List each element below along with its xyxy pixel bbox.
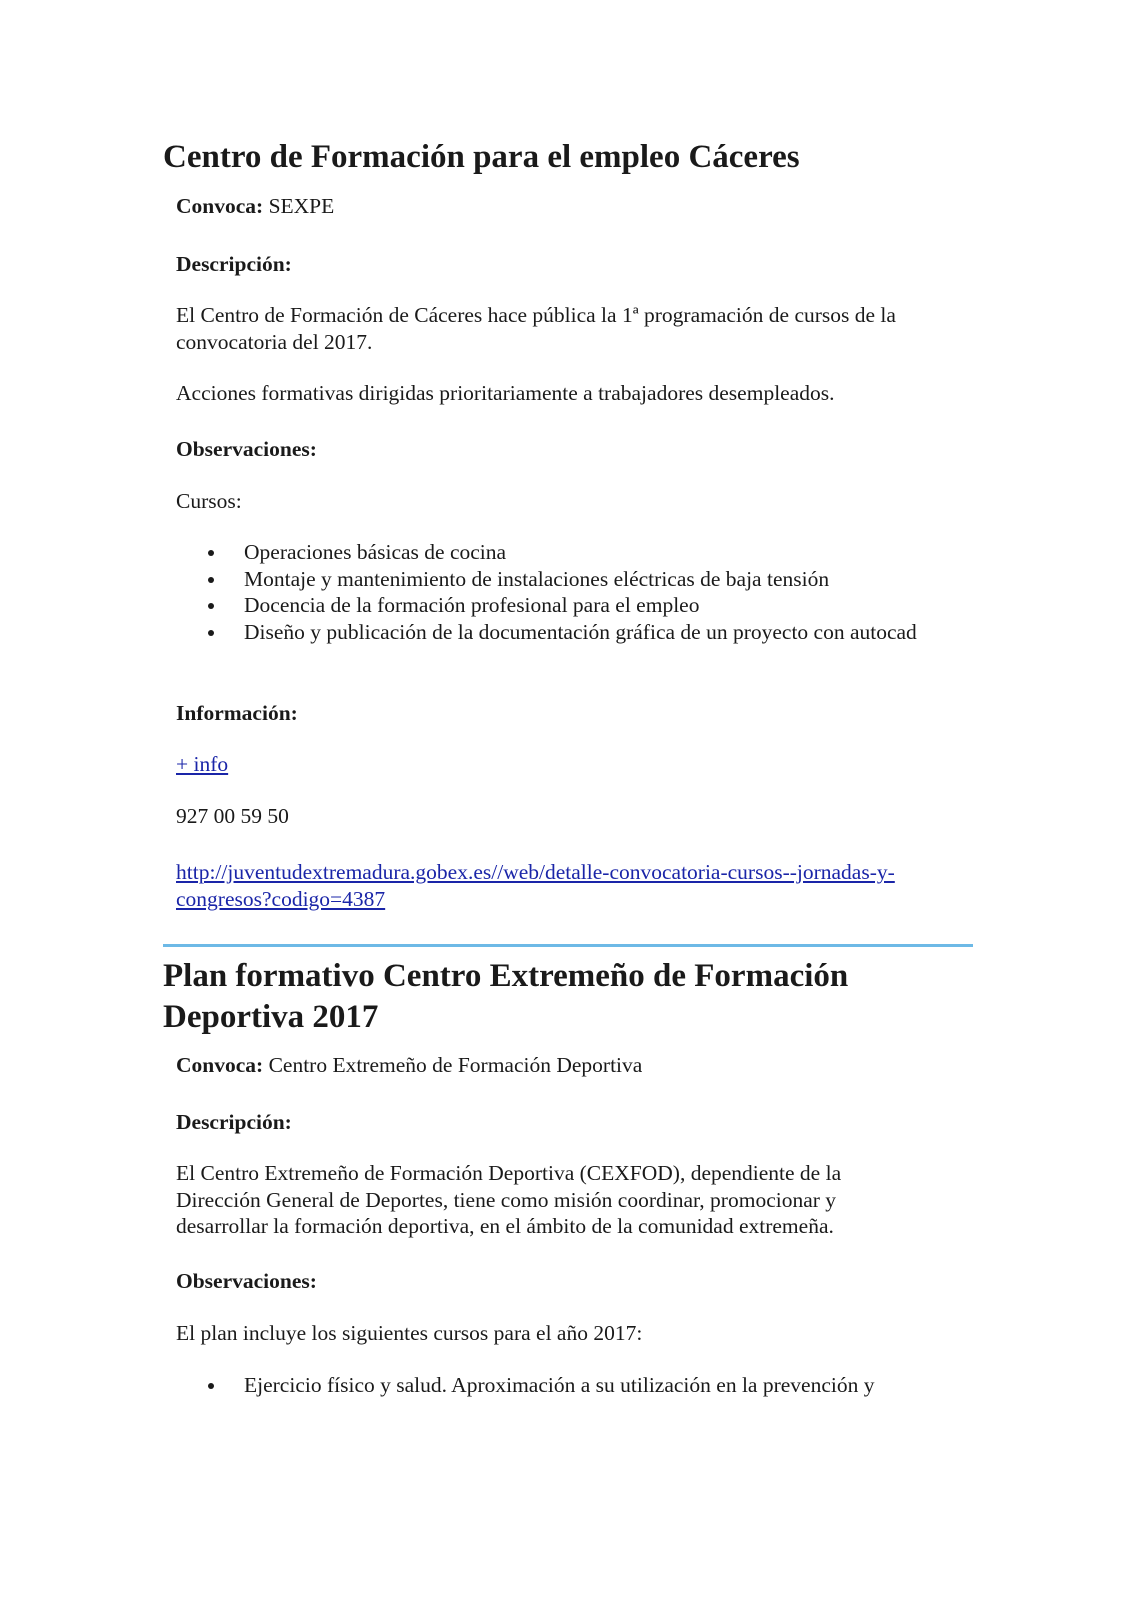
list-item <box>176 539 976 566</box>
section2-title <box>163 956 983 1038</box>
bullet-icon <box>208 630 214 636</box>
section1-descripcion-paragraph-2: Acciones formativas dirigidas prioritariamente a trabajadores desempleados. <box>176 381 835 405</box>
list-item-text: Diseño y publicación de la documentación gráfica de un proyecto con autocad <box>244 619 917 644</box>
section1-descripcion-label: Descripción: <box>176 252 292 276</box>
bullet-icon <box>208 577 214 583</box>
section2-cursos-list <box>176 1372 976 1399</box>
list-item <box>176 619 976 646</box>
section2-plan-intro: El plan incluye los siguientes cursos para el año 2017: <box>176 1321 643 1345</box>
section1-descripcion-paragraph <box>176 302 976 355</box>
list-item <box>176 592 976 619</box>
section1-info-link-row <box>176 751 976 778</box>
descripcion-line: El Centro Extremeño de Formación Deportiva (CEXFOD), dependiente de la <box>176 1161 842 1185</box>
section1-observaciones-label: Observaciones: <box>176 437 317 461</box>
section1-cursos-list <box>176 539 976 645</box>
more-info-link[interactable]: + info <box>176 752 229 776</box>
bullet-icon <box>208 603 214 609</box>
descripcion-line: Dirección General de Deportes, tiene como misión coordinar, promocionar y <box>176 1187 837 1212</box>
list-item-text: Docencia de la formación profesional para el empleo <box>244 593 700 617</box>
list-item-text: Ejercicio físico y salud. Aproximación a su utilización en la prevención y <box>244 1373 875 1397</box>
convocatoria-url-link[interactable] <box>176 860 895 911</box>
list-item <box>176 566 976 593</box>
descripcion-line: El Centro de Formación de Cáceres hace pública la 1ª programación de cursos de la <box>176 303 896 327</box>
section2-descripcion-paragraph <box>176 1160 976 1240</box>
convoca-label: Convoca: <box>176 1053 264 1077</box>
convoca-label: Convoca: <box>176 194 264 218</box>
list-item-text: Montaje y mantenimiento de instalaciones eléctricas de baja tensión <box>244 566 830 591</box>
url-line: http://juventudextremadura.gobex.es//web/detalle-convocatoria-cursos--jornadas-y- <box>176 860 895 884</box>
bullet-icon <box>208 550 214 556</box>
section2-descripcion-label: Descripción: <box>176 1110 292 1134</box>
section1-cursos-intro: Cursos: <box>176 489 242 513</box>
convoca-value: SEXPE <box>268 194 335 218</box>
title-line: Plan formativo Centro Extremeño de Formación <box>163 958 849 994</box>
descripcion-line: convocatoria del 2017. <box>176 329 373 354</box>
section2-convoca <box>176 1052 976 1079</box>
bullet-icon <box>208 1383 214 1389</box>
section1-url-row <box>176 859 976 912</box>
list-item <box>176 1372 976 1399</box>
title-line: Deportiva 2017 <box>163 999 379 1035</box>
convoca-value: Centro Extremeño de Formación Deportiva <box>268 1053 643 1077</box>
descripcion-line: desarrollar la formación deportiva, en el ámbito de la comunidad extremeña. <box>176 1214 834 1238</box>
section1-phone: 927 00 59 50 <box>176 804 289 828</box>
list-item-text: Operaciones básicas de cocina <box>244 540 507 564</box>
section-divider <box>163 944 973 947</box>
section1-convoca <box>176 193 976 220</box>
section2-observaciones-label: Observaciones: <box>176 1269 317 1293</box>
url-line: congresos?codigo=4387 <box>176 886 386 911</box>
section1-informacion-label: Información: <box>176 701 298 725</box>
section1-title: Centro de Formación para el empleo Cáceres <box>163 139 800 175</box>
